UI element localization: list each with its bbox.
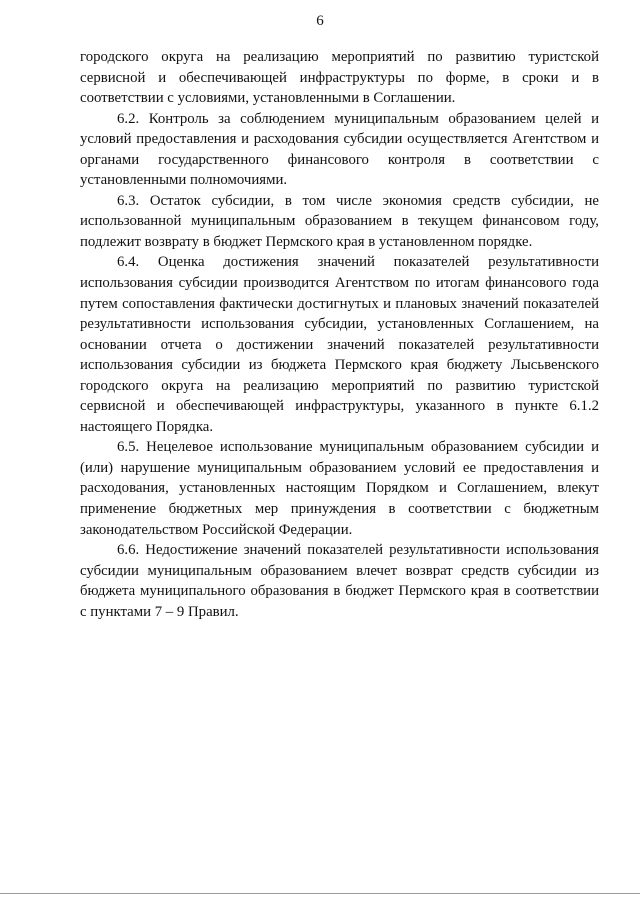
paragraph-6-5: 6.5. Нецелевое использование муниципальным образованием субсидии и (или) нарушение муниципальным образованием условий ее предоставления и расходования, установленных настоящим Порядком и Соглашением, влекут применение бюджетных мер принуждения в соответствии с бюджетным законодательством Российской Федерации.: [80, 439, 599, 538]
paragraph-6-6: 6.6. Недостижение значений показателей результативности использования субсидии муниципальным образованием влечет возврат средств субсидии из бюджета муниципального образования в бюджет Пермского края в соответствии с пунктами 7 – 9 Правил.: [80, 542, 599, 620]
paragraph-6-4: 6.4. Оценка достижения значений показателей результативности использования субсидии производится Агентством по итогам финансового года путем сопоставления фактически достигнутых и плановых значений показателей результативности использования субсидии, установленных Соглашением, на основании отчета о достижении значений показателей результативности использования субсидии из бюджета Пермского края бюджету Лысьвенского городского округа на реализацию мероприятий по развитию туристской сервисной и обеспечивающей инфраструктуры, указанного в пункте 6.1.2 настоящего Порядка.: [80, 254, 599, 435]
paragraph-continuation: городского округа на реализацию мероприятий по развитию туристской сервисной и обеспечивающей инфраструктуры по форме, в сроки и в соответствии с условиями, установленными в Соглашении.: [80, 49, 599, 107]
paragraph-6-2: 6.2. Контроль за соблюдением муниципальным образованием целей и условий предоставления и расходования субсидии осуществляется Агентством и органами государственного финансового контроля в соответствии с установленными полномочиями.: [80, 110, 599, 189]
scan-bottom-edge: [0, 893, 640, 894]
paragraph-6-3: 6.3. Остаток субсидии, в том числе экономия средств субсидии, не использованной муниципальным образованием в текущем финансовом году, подлежит возврату в бюджет Пермского края в установленном порядке.: [80, 192, 599, 250]
document-body: [80, 47, 599, 622]
page-number: 6: [316, 13, 324, 29]
